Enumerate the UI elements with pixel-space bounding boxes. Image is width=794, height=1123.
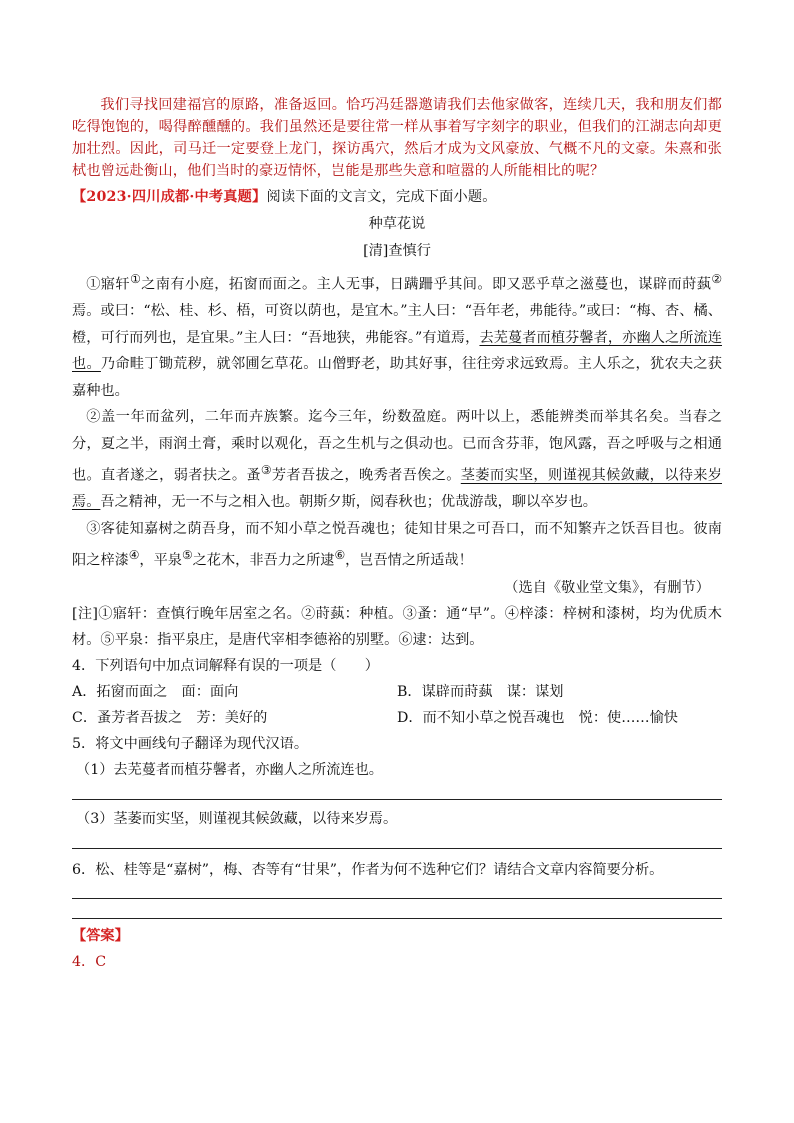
- article-paragraph-2: ②盖一年而盆列，二年而卉族繁。迄今三年，纷数盈庭。两叶以上，悉能辨类而举其名矣。当春之分，夏之半，雨润土膏，乘时以观化，吾之生机与之俱动也。已而含芬菲，饱风露，吾之呼吸与之相通也。直者遂之，弱者扶之。蚤③芳者吾拔之，晚秀者吾俟之。茎萎而实坚，则谨视其候敛藏，以待来岁焉。吾之精神，无一不与之相入也。朝斯夕斯，阅春秋也；优哉游哉，聊以卒岁也。: [72, 409, 722, 511]
- question-5-sub-1: （1）去芜蔓者而植芬馨者，亦幽人之所流连也。: [76, 761, 383, 778]
- underlined-sentence-1: 去芜蔓者而植芬馨者，亦幽人之所流连也。: [72, 329, 722, 373]
- option-d[interactable]: D．而不知小草之悦吾魂也 悦：使……愉快: [397, 709, 678, 726]
- question-4-options-row-1: [72, 679, 722, 705]
- article-author: [清]查慎行: [363, 243, 431, 259]
- translation-paragraph: 我们寻找回建福宫的原路，准备返回。恰巧冯廷器邀请我们去他家做客，连续几天，我和朋友们都吃得饱饱的，喝得醉醺醺的。我们虽然还是要往常一样从事着写字刻字的职业，但我们的江湖志向却更加壮烈。因此，司马迁一定要登上龙门，探访禹穴，然后才成为文风豪放、气概不凡的文豪。朱熹和张栻也曾远赴衡山，他们当时的豪迈情怀，岂能是那些失意和喧嚣的人所能相比的呢？: [72, 97, 722, 179]
- answer-tag: 【答案】: [72, 927, 129, 944]
- article-body: [72, 266, 722, 575]
- option-a[interactable]: A．拓窗而面之 面：面向: [72, 683, 239, 700]
- article-title: 种草花说: [368, 216, 426, 232]
- article-paragraph-3: ③客徒知嘉树之荫吾身，而不知小草之悦吾魂也；徒知甘果之可吾口，而不知繁卉之饫吾目也。彼南阳之梓漆④，平泉⑤之花木，非吾力之所逮⑥，岂吾情之所适哉！: [72, 520, 722, 570]
- question-intro: [72, 186, 722, 208]
- document-page: [72, 94, 722, 975]
- answer-line-4[interactable]: [72, 917, 722, 919]
- underlined-sentence-2: 茎萎而实坚，则谨视其候敛藏，以待来岁焉。: [72, 467, 722, 511]
- article-source: （选自《敬业堂文集》，有删节）: [504, 579, 710, 596]
- question-4-options-row-2: [72, 705, 722, 731]
- answer-4: 4．C: [72, 953, 107, 970]
- article-paragraph-1: ①寤轩①之南有小庭，拓窗而面之。主人无事，日蹒跚乎其间。即又恶乎草之滋蔓也，谋辟而莳蓺②焉。或曰：“松、桂、杉、梧，可资以荫也，是宜木。”主人曰：“吾年老，弗能待。”或曰：“梅、杏、橘、橙，可行而列也，是宜果。”主人曰：“吾地狭，弗能容。”有道焉，去芜蔓者而植芬馨者，亦幽人之所流连也。乃命畦丁锄荒秽，就邻圃乞草花。山僧野老，助其好事，往往旁求远致焉。主人乐之，犹农夫之获嘉种也。: [72, 272, 722, 399]
- question-4-stem: 4．下列语句中加点词解释有误的一项是（ ）: [72, 657, 379, 674]
- question-5-stem: 5．将文中画线句子翻译为现代汉语。: [72, 735, 309, 752]
- question-6-stem: 6．松、桂等是“嘉树”，梅、杏等有“甘果”，作者为何不选种它们？请结合文章内容简要分析。: [72, 861, 664, 878]
- option-b[interactable]: B．谋辟而莳蓺 谋：谋划: [397, 683, 564, 700]
- intro-text: 阅读下面的文言文，完成下面小题。: [266, 189, 497, 205]
- option-c[interactable]: C．蚤芳者吾拔之 芳：美好的: [72, 709, 268, 726]
- question-5-sub-3: （3）茎萎而实坚，则谨视其候敛藏，以待来岁焉。: [76, 810, 398, 827]
- exam-source-tag: 【2023·四川成都·中考真题】: [72, 189, 267, 205]
- annotation-notes: [注]①寤轩：查慎行晚年居室之名。②莳蓺：种植。③蚤：通“早”。④梓漆：梓树和漆树，均为优质木材。⑤平泉：指平泉庄，是唐代宰相李德裕的别墅。⑥逮：达到。: [72, 605, 722, 648]
